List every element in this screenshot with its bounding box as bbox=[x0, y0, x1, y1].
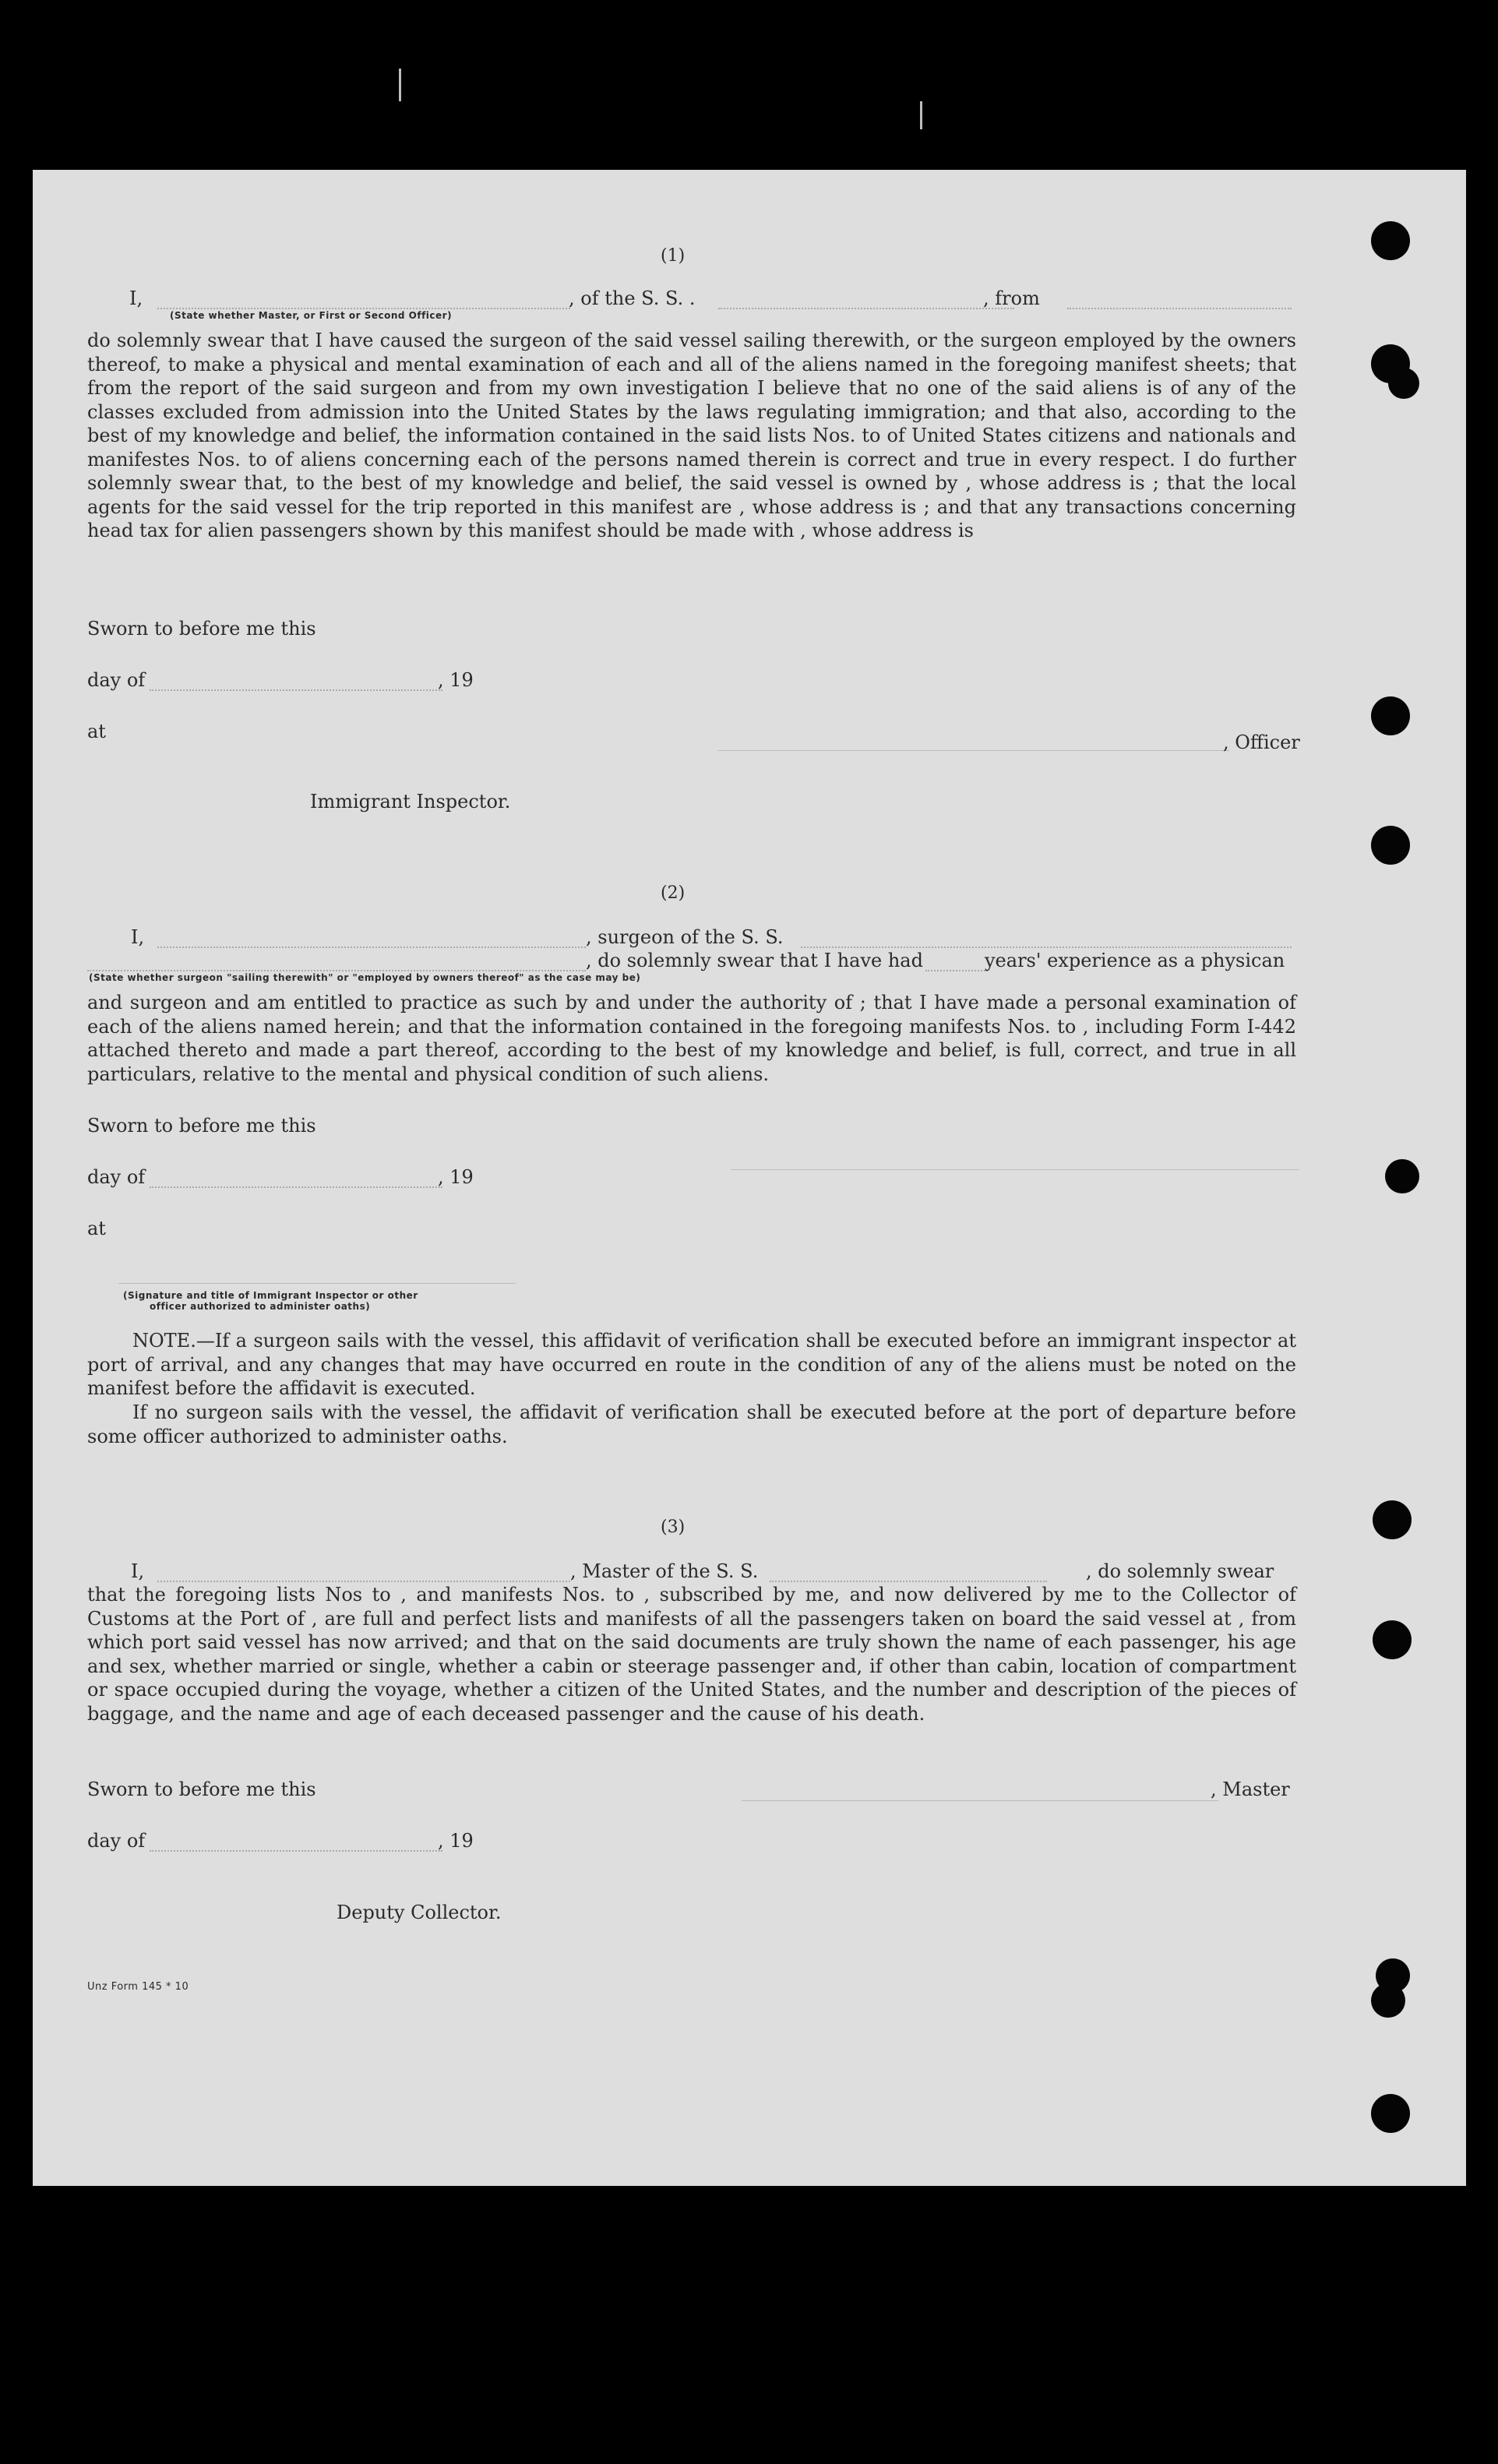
sec1-of-ss: , of the S. S. . bbox=[569, 287, 696, 309]
sec3-name-line bbox=[157, 1580, 570, 1582]
sec1-year: , 19 bbox=[438, 669, 474, 691]
sec1-sworn: Sworn to before me this bbox=[87, 618, 316, 640]
sec2-day-of: day of bbox=[87, 1166, 146, 1188]
sec2-ship-line bbox=[801, 946, 1292, 948]
sec3-master-signature-line bbox=[742, 1800, 1218, 1801]
sec1-officer-line bbox=[718, 749, 1229, 751]
section-1-number: (1) bbox=[661, 246, 686, 266]
sec3-deputy: Deputy Collector. bbox=[337, 1902, 502, 1923]
section-3-number: (3) bbox=[661, 1518, 686, 1537]
punch-hole bbox=[1373, 1620, 1412, 1659]
sec1-name-line bbox=[157, 307, 570, 309]
sec1-day-of: day of bbox=[87, 669, 146, 691]
sec1-inspector: Immigrant Inspector. bbox=[310, 791, 511, 813]
sec1-from: , from bbox=[983, 287, 1040, 309]
sec3-sworn: Sworn to before me this bbox=[87, 1778, 316, 1800]
sec3-oath-paragraph: that the foregoing lists Nos to , and manifests Nos. to , subscribed by me, and now delivered by me to the Collector of Customs at the Port of , are full and perfect lists and manifests of all the passengers taken on board the said vessel at , from which port said vessel has now arrived; and that on the said documents are truly shown the name of each passenger, his age and sex, whether married or single, whether a cabin or steerage passenger and, if other than cabin, location of compartment or space occupied during the voyage, whether a citizen of the United States, and the number and description of the pieces of baggage, and the name and age of each deceased passenger and the cause of his death. bbox=[87, 1584, 1296, 1725]
punch-hole bbox=[1371, 826, 1410, 865]
punch-hole bbox=[1388, 368, 1419, 399]
sec2-surgeon-of: , surgeon of the S. S. bbox=[586, 926, 784, 948]
film-scratch bbox=[399, 69, 401, 101]
sec2-inspector-line bbox=[118, 1282, 516, 1284]
sec1-oath-paragraph: do solemnly swear that I have caused the surgeon of the said vessel sailing therewith, or the surgeon employed by the owners thereof, to make a physical and mental examination of each and all of the aliens named in the foregoing manifest sheets; that from the report of the said surgeon and from my own investigation I believe that no one of the said aliens is of any of the classes excluded from admission into the United States by the laws regulating immigration; and that also, according to the best of my knowledge and belief, the information contained in the said lists Nos. to of United States citizens and nationals and manifestes Nos. to of aliens concerning each of the persons named therein is correct and true in every respect. I do further solemnly swear that, to the best of my knowledge and belief, the said vessel is owned by , whose address is ; that the local agents for the said vessel for the trip reported in this manifest are , whose address is ; and that any transactions concerning head tax for alien passengers shown by this manifest should be made with , whose address is bbox=[87, 330, 1296, 541]
sec2-note-1: NOTE.—If a surgeon sails with the vessel, this affidavit of verification shall be executed before an immigrant inspector at port of arrival, and any changes that may have occurred en route in the condition of any of the aliens must be noted on the manifest before the affidavit is executed. bbox=[87, 1330, 1296, 1399]
punch-hole bbox=[1371, 221, 1410, 260]
sec1-officer: , Officer bbox=[1223, 731, 1300, 753]
sec2-years-line bbox=[925, 969, 988, 971]
sec2-sworn: Sworn to before me this bbox=[87, 1115, 316, 1137]
punch-hole bbox=[1385, 1159, 1419, 1193]
sec2-state-note: (State whether surgeon "sailing therewith" or "employed by owners thereof" as the case may be) bbox=[89, 972, 641, 983]
punch-hole bbox=[1371, 696, 1410, 735]
film-scratch bbox=[920, 101, 922, 129]
sec3-day-line bbox=[150, 1849, 442, 1852]
sec2-years: years' experience as a physican bbox=[985, 950, 1285, 971]
sec2-i: I, bbox=[131, 926, 145, 948]
sec3-master: , Master bbox=[1211, 1778, 1290, 1800]
sec3-swear: , do solemnly swear bbox=[1086, 1560, 1274, 1582]
section-2-number: (2) bbox=[661, 883, 686, 903]
sec3-i: I, bbox=[131, 1560, 145, 1582]
punch-hole bbox=[1371, 1983, 1405, 2018]
sec3-ship-line bbox=[770, 1580, 1047, 1582]
sec3-day-of: day of bbox=[87, 1830, 146, 1852]
sec2-capacity-line bbox=[87, 969, 586, 971]
punch-hole bbox=[1371, 2094, 1410, 2133]
sec2-swear: , do solemnly swear that I have had bbox=[586, 950, 923, 971]
sec2-oath-paragraph: and surgeon and am entitled to practice as such by and under the authority of ; that I have made a personal examination of each of the aliens named herein; and that the information contained in the foregoing manifests Nos. to , including Form I-442 attached thereto and made a part thereof, according to the best of my knowledge and belief, is full, correct, and true in all particulars, relative to the mental and physical condition of such aliens. bbox=[87, 992, 1296, 1085]
manifest-verification-page bbox=[33, 170, 1466, 2186]
form-number: Unz Form 145 * 10 bbox=[87, 1981, 189, 1993]
sec1-state-note: (State whether Master, or First or Second Officer) bbox=[170, 310, 453, 321]
sec1-ship-line bbox=[718, 307, 1014, 309]
punch-hole bbox=[1373, 1500, 1412, 1539]
sec2-day-line bbox=[150, 1186, 442, 1188]
sec1-i: I, bbox=[129, 287, 143, 309]
sec2-note-2: If no surgeon sails with the vessel, the affidavit of verification shall be executed before at the port of departure before some officer authorized to administer oaths. bbox=[87, 1401, 1296, 1447]
sec2-signature-line bbox=[731, 1169, 1299, 1170]
sec2-name-line bbox=[157, 946, 586, 948]
sec1-port-line bbox=[1067, 307, 1292, 309]
sec2-sig-note-1: (Signature and title of Immigrant Inspector or other bbox=[123, 1290, 418, 1301]
sec3-master-of: , Master of the S. S. bbox=[570, 1560, 759, 1582]
sec2-year: , 19 bbox=[438, 1166, 474, 1188]
sec1-at: at bbox=[87, 721, 106, 742]
sec2-sig-note-2: officer authorized to administer oaths) bbox=[150, 1301, 371, 1312]
sec1-day-line bbox=[150, 689, 442, 691]
sec3-year: , 19 bbox=[438, 1830, 474, 1852]
sec2-at: at bbox=[87, 1218, 106, 1239]
